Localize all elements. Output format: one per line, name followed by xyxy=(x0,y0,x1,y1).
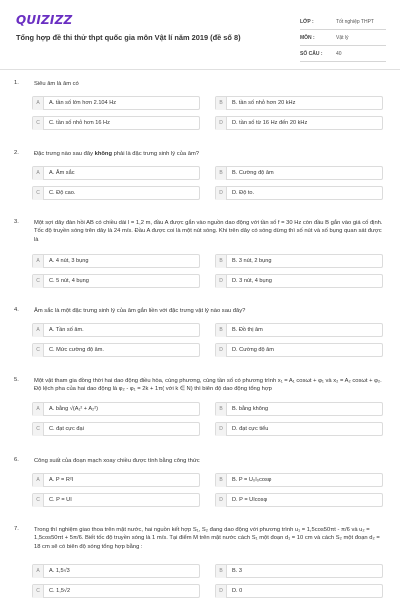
option-b[interactable] xyxy=(215,166,383,180)
option-letter: A xyxy=(33,565,44,578)
question-text-part: Đặc trưng nào sau đây xyxy=(34,151,95,157)
option-letter: A xyxy=(33,474,44,487)
option-letter: D xyxy=(216,344,227,357)
question-number: 6. xyxy=(14,457,19,463)
option-c[interactable] xyxy=(32,186,200,200)
meta-key: MÔN : xyxy=(300,34,315,41)
option-text: A. 1,5√3 xyxy=(49,568,70,574)
question-number: 1. xyxy=(14,80,19,86)
quizizz-logo: QUIZIZZ xyxy=(16,13,73,27)
meta-row-count xyxy=(300,46,386,62)
header-divider xyxy=(0,69,400,70)
option-b[interactable] xyxy=(215,402,383,416)
option-letter: C xyxy=(33,494,44,507)
question-text-part: phải là đặc trưng sinh lý của âm? xyxy=(112,151,200,157)
option-letter: D xyxy=(216,423,227,436)
document-title: Tổng hợp đề thi thử thpt quốc gia môn Vật lí năm 2019 (đề số 8) xyxy=(16,33,241,42)
question-text: Âm sắc là một đặc trưng sinh lý của âm gắn liền với đặc trưng vật lý nào sau đây? xyxy=(34,308,246,314)
option-a[interactable] xyxy=(32,254,200,268)
option-text: D. 0 xyxy=(232,588,243,594)
option-text: A. 4 nút, 3 bụng xyxy=(49,258,89,264)
question-text: Siêu âm là âm có xyxy=(34,81,79,87)
option-c[interactable] xyxy=(32,493,200,507)
meta-value: Vật lý xyxy=(336,34,349,41)
option-text: C. 1,5√2 xyxy=(49,588,71,594)
option-letter: D xyxy=(216,585,227,598)
option-b[interactable] xyxy=(215,96,383,110)
option-text: B. P = U₀I₀cosφ xyxy=(232,477,272,483)
option-letter: B xyxy=(216,565,227,578)
option-text: D. Cường độ âm xyxy=(232,347,274,353)
option-letter: C xyxy=(33,117,44,130)
option-letter: B xyxy=(216,403,227,416)
option-d[interactable] xyxy=(215,493,383,507)
option-text: D. 3 nút, 4 bụng xyxy=(232,278,272,284)
option-d[interactable] xyxy=(215,343,383,357)
question-text: Một sợi dây đàn hồi AB có chiều dài l = 1,2 m, đầu A được gắn vào nguồn dao động với tần số f = 30 Hz còn đầu B gắn vào giá cố định. Tốc độ truyền sóng trên dây là 24 m/s. Đầu A được coi là một nút sóng. Khi trên dây có sóng dừng thì số nút và số bụng quan sát được là xyxy=(34,220,383,243)
meta-key: LỚP : xyxy=(300,18,314,25)
option-a[interactable] xyxy=(32,402,200,416)
option-text: D. đạt cực tiểu xyxy=(232,426,269,432)
option-text: B. 3 nút, 2 bụng xyxy=(232,258,272,264)
option-letter: D xyxy=(216,494,227,507)
option-letter: B xyxy=(216,167,227,180)
option-b[interactable] xyxy=(215,254,383,268)
option-letter: D xyxy=(216,117,227,130)
option-d[interactable] xyxy=(215,186,383,200)
option-c[interactable] xyxy=(32,116,200,130)
option-text: D. Độ to. xyxy=(232,190,255,196)
option-text: C. tần số nhỏ hơn 16 Hz xyxy=(49,120,110,126)
option-text: D. tần số từ 16 Hz đến 20 kHz xyxy=(232,120,308,126)
option-a[interactable] xyxy=(32,473,200,487)
option-letter: A xyxy=(33,255,44,268)
meta-row-class xyxy=(300,14,386,30)
question-text: Trong thí nghiệm giao thoa trên mặt nước, hai nguồn kết hợp S₁, S₂ đang dao động với phương trình u₁ = 1,5cos50πt - π/6 và u₂ = 1,5cos50πt + 5π/6. Biết tốc độ truyền sóng là 1 m/s. Tại điểm M trên mặt nước cách S₁ một đoạn d₁ = 10 cm và cách S₂ một đoạn d₂ = 18 cm sẽ có biên độ sóng tổng hợp bằng : xyxy=(34,527,380,550)
option-text: C. 5 nút, 4 bụng xyxy=(49,278,89,284)
option-c[interactable] xyxy=(32,422,200,436)
meta-value: Tốt nghiệp THPT xyxy=(336,18,374,25)
option-a[interactable] xyxy=(32,564,200,578)
question-text: Một vật tham gia đồng thời hai dao động điều hòa, cùng phương, cùng tần số có phương trình x₁ = A₁ cosωt + φ₁ và x₂ = A₂ cosωt + φ₂. Độ lệch pha của hai dao động là φ₂ - φ₁ = 2k + 1π( với k ∈ N) thì biên độ dao động tổng hợp xyxy=(34,378,382,393)
option-letter: D xyxy=(216,187,227,200)
option-a[interactable] xyxy=(32,323,200,337)
option-text: D. P = UIcosφ xyxy=(232,497,268,503)
option-c[interactable] xyxy=(32,584,200,598)
option-letter: A xyxy=(33,324,44,337)
option-text: A. bằng √(A₁² + A₂²) xyxy=(49,406,98,412)
question-number: 3. xyxy=(14,219,19,225)
question-number: 4. xyxy=(14,307,19,313)
option-a[interactable] xyxy=(32,166,200,180)
option-text: B. 3 xyxy=(232,568,242,574)
option-text: C. đạt cực đại xyxy=(49,426,84,432)
option-letter: C xyxy=(33,423,44,436)
option-text: B. bằng không xyxy=(232,406,269,412)
option-text: A. P = R²I xyxy=(49,477,74,483)
option-letter: C xyxy=(33,585,44,598)
option-d[interactable] xyxy=(215,422,383,436)
option-letter: C xyxy=(33,187,44,200)
option-c[interactable] xyxy=(32,343,200,357)
option-letter: D xyxy=(216,275,227,288)
meta-value: 40 xyxy=(336,50,342,57)
page-header xyxy=(0,0,400,66)
question-text: Công suất của đoạn mạch xoay chiều được tính bằng công thức xyxy=(34,458,200,464)
option-text: B. tần số nhỏ hơn 20 kHz xyxy=(232,100,296,106)
option-d[interactable] xyxy=(215,116,383,130)
option-text: C. Mức cường độ âm. xyxy=(49,347,104,353)
option-text: C. P = UI xyxy=(49,497,72,503)
option-text: A. Âm sắc xyxy=(49,170,75,176)
meta-key: SỐ CÂU : xyxy=(300,50,323,57)
option-letter: A xyxy=(33,97,44,110)
option-text: A. tần số lớn hơn 2.104 Hz xyxy=(49,100,117,106)
option-letter: B xyxy=(216,255,227,268)
question-text xyxy=(34,150,384,158)
option-letter: C xyxy=(33,344,44,357)
option-c[interactable] xyxy=(32,274,200,288)
question-number: 7. xyxy=(14,526,19,532)
option-letter: A xyxy=(33,167,44,180)
meta-table xyxy=(300,14,386,62)
option-b[interactable] xyxy=(215,323,383,337)
option-letter: A xyxy=(33,403,44,416)
option-text: A. Tần số âm. xyxy=(49,327,84,333)
option-a[interactable] xyxy=(32,96,200,110)
question-number: 2. xyxy=(14,150,19,156)
meta-row-subject xyxy=(300,30,386,46)
option-text: B. Đồ thị âm xyxy=(232,327,263,333)
option-letter: C xyxy=(33,275,44,288)
question-text-emphasis: không xyxy=(94,151,112,157)
option-letter: B xyxy=(216,97,227,110)
option-d[interactable] xyxy=(215,584,383,598)
option-letter: B xyxy=(216,474,227,487)
option-d[interactable] xyxy=(215,274,383,288)
question-number: 5. xyxy=(14,377,19,383)
option-b[interactable] xyxy=(215,564,383,578)
option-text: B. Cường độ âm xyxy=(232,170,274,176)
option-text: C. Độ cao. xyxy=(49,190,76,196)
option-letter: B xyxy=(216,324,227,337)
option-b[interactable] xyxy=(215,473,383,487)
